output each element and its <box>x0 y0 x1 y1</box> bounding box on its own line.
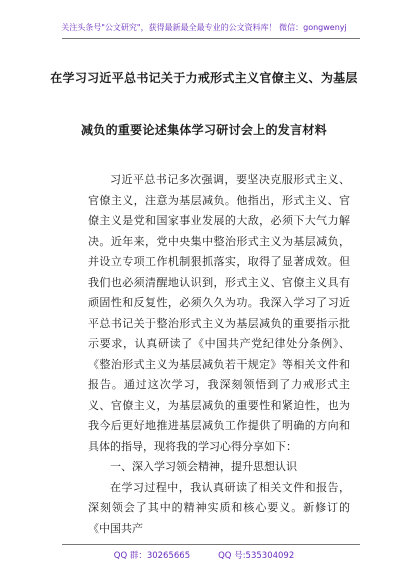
header-divider <box>62 38 360 39</box>
section-heading-1: 一、深入学习领会精神，提升思想认识 <box>110 460 297 473</box>
document-title-line-1: 在学习习近平总书记关于力戒形式主义官僚主义、为基层 <box>50 71 358 85</box>
body-paragraph-intro: 习近平总书记多次强调，要坚决克服形式主义、官僚主义，注意为基层减负。他指出，形式主义、官僚主义是党和国家事业发展的大敌，必须下大气力解决。近年来，党中央集中整治形式主义为基层减负，并设立专项工作机制狠抓落实，取得了显著成效。但我们也必须清醒地认识到，形式主义、官僚主义具有顽固性和反复性，必须久久为功。我深入学习了习近平总书记关于整治形式主义为基层减负的重要指示批示要求，认真研读了《中国共产党纪律处分条例》、《整治形式主义为基层减负若干规定》等相关文件和报告。通过这次学习，我深刻领悟到了力戒形式主义、官僚主义，为基层减负的重要性和紧迫性，也为我今后更好地推进基层减负工作提供了明确的方向和具体的指导，现将我的学习心得分享如下： <box>88 173 350 453</box>
footer-qq-group: QQ 群：30265665 <box>113 551 191 561</box>
footer-divider <box>62 544 360 545</box>
footer-contact <box>0 549 408 561</box>
header-banner: 关注头条号"公文研究"，获得最新最全最专业的公文资料库！ 微信：gongwenyj <box>61 23 347 32</box>
document-body <box>88 170 350 539</box>
footer-qq-number: QQ 号:535304092 <box>218 551 295 561</box>
document-title-line-2: 减负的重要论述集体学习研讨会上的发言材料 <box>80 123 327 137</box>
body-paragraph-section-1: 在学习过程中，我认真研读了相关文件和报告，深刻领会了其中的精神实质和核心要义。新修订的《中国共产 <box>88 480 350 535</box>
